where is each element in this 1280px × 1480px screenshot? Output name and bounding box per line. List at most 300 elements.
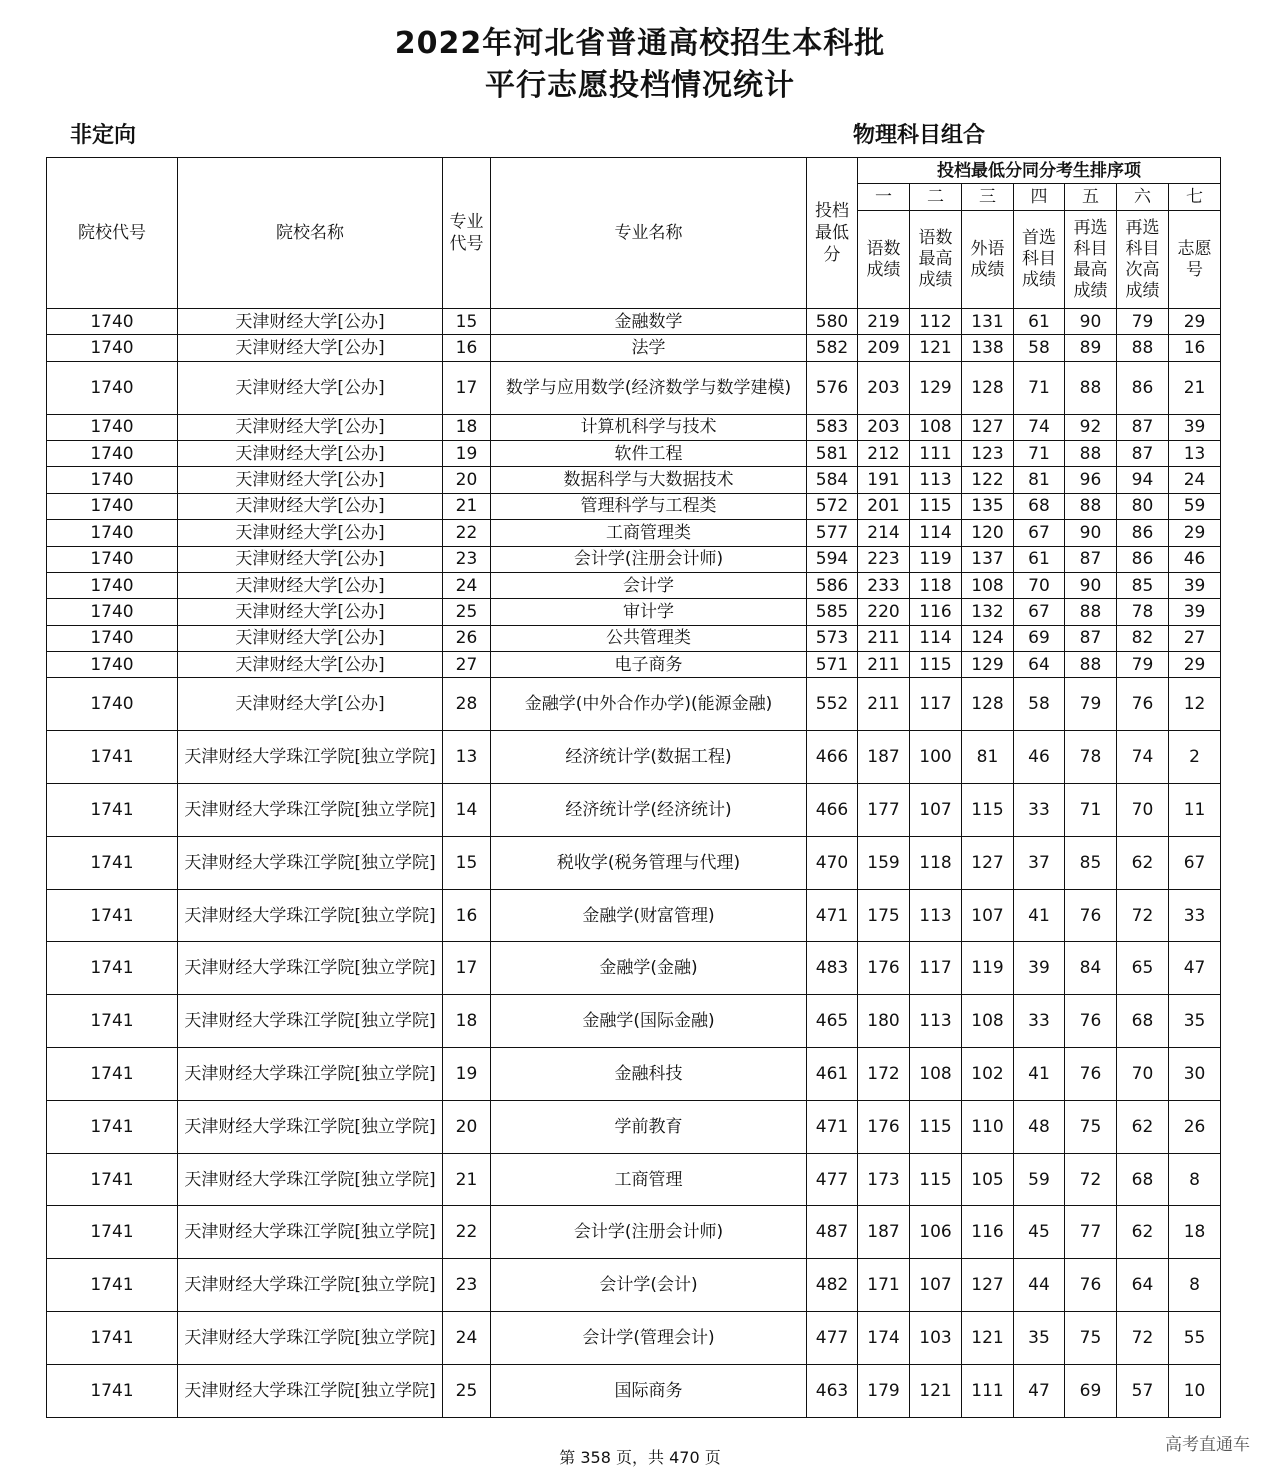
cell-min-score: 572 xyxy=(807,493,858,519)
cell-first-subject: 35 xyxy=(1014,1312,1065,1365)
cell-school-code: 1741 xyxy=(47,889,178,942)
table-row xyxy=(47,731,1221,784)
cell-major-name: 会计学(会计) xyxy=(491,1259,807,1312)
cell-school-code: 1740 xyxy=(47,546,178,572)
table-row xyxy=(47,1206,1221,1259)
cell-elective-max: 88 xyxy=(1065,652,1117,678)
cell-elective-max: 87 xyxy=(1065,625,1117,651)
cell-preference-no: 46 xyxy=(1169,546,1221,572)
cell-preference-no: 21 xyxy=(1169,361,1221,414)
table-row xyxy=(47,652,1221,678)
cell-first-subject: 71 xyxy=(1014,440,1065,466)
cell-major-code: 25 xyxy=(443,1364,491,1417)
cell-major-code: 25 xyxy=(443,599,491,625)
cell-chinese-math-max: 100 xyxy=(910,731,962,784)
cell-first-subject: 67 xyxy=(1014,520,1065,546)
cell-min-score: 471 xyxy=(807,889,858,942)
cell-school-code: 1740 xyxy=(47,335,178,361)
cell-elective-second: 86 xyxy=(1117,546,1169,572)
cell-chinese-math: 179 xyxy=(858,1364,910,1417)
cell-elective-second: 57 xyxy=(1117,1364,1169,1417)
cell-school-name: 天津财经大学珠江学院[独立学院] xyxy=(178,784,443,837)
cell-school-code: 1741 xyxy=(47,1100,178,1153)
cell-elective-second: 79 xyxy=(1117,309,1169,335)
cell-elective-second: 87 xyxy=(1117,440,1169,466)
cell-min-score: 580 xyxy=(807,309,858,335)
cell-major-code: 24 xyxy=(443,1312,491,1365)
cell-chinese-math-max: 114 xyxy=(910,625,962,651)
cell-major-name: 审计学 xyxy=(491,599,807,625)
header-tiebreak-group: 投档最低分同分考生排序项 xyxy=(858,158,1221,184)
cell-elective-second: 82 xyxy=(1117,625,1169,651)
cell-major-name: 金融学(金融) xyxy=(491,942,807,995)
cell-chinese-math-max: 103 xyxy=(910,1312,962,1365)
cell-major-code: 28 xyxy=(443,678,491,731)
cell-elective-second: 68 xyxy=(1117,1153,1169,1206)
header-major-name: 专业名称 xyxy=(491,158,807,309)
cell-foreign-lang: 108 xyxy=(962,572,1014,598)
cell-preference-no: 39 xyxy=(1169,599,1221,625)
cell-preference-no: 16 xyxy=(1169,335,1221,361)
cell-chinese-math-max: 119 xyxy=(910,546,962,572)
cell-school-code: 1740 xyxy=(47,440,178,466)
cell-preference-no: 24 xyxy=(1169,467,1221,493)
cell-major-code: 20 xyxy=(443,1100,491,1153)
cell-foreign-lang: 123 xyxy=(962,440,1014,466)
cell-school-code: 1741 xyxy=(47,1048,178,1101)
cell-foreign-lang: 124 xyxy=(962,625,1014,651)
cell-school-code: 1740 xyxy=(47,652,178,678)
cell-elective-second: 94 xyxy=(1117,467,1169,493)
cell-school-code: 1740 xyxy=(47,625,178,651)
cell-preference-no: 26 xyxy=(1169,1100,1221,1153)
table-row xyxy=(47,1100,1221,1153)
cell-major-name: 数学与应用数学(经济数学与数学建模) xyxy=(491,361,807,414)
header-num-7: 七 xyxy=(1169,184,1221,211)
table-row xyxy=(47,942,1221,995)
table-row xyxy=(47,784,1221,837)
cell-major-name: 经济统计学(数据工程) xyxy=(491,731,807,784)
cell-school-code: 1740 xyxy=(47,520,178,546)
cell-major-code: 21 xyxy=(443,493,491,519)
cell-elective-second: 65 xyxy=(1117,942,1169,995)
cell-major-code: 22 xyxy=(443,1206,491,1259)
cell-first-subject: 68 xyxy=(1014,493,1065,519)
cell-chinese-math-max: 129 xyxy=(910,361,962,414)
cell-elective-second: 79 xyxy=(1117,652,1169,678)
cell-min-score: 465 xyxy=(807,995,858,1048)
header-col-elective-max: 再选科目最高成绩 xyxy=(1065,211,1117,309)
cell-preference-no: 33 xyxy=(1169,889,1221,942)
cell-chinese-math: 175 xyxy=(858,889,910,942)
cell-first-subject: 70 xyxy=(1014,572,1065,598)
cell-elective-max: 76 xyxy=(1065,889,1117,942)
cell-chinese-math: 191 xyxy=(858,467,910,493)
cell-min-score: 463 xyxy=(807,1364,858,1417)
header-col-chinese-math: 语数成绩 xyxy=(858,211,910,309)
cell-foreign-lang: 128 xyxy=(962,361,1014,414)
cell-chinese-math: 212 xyxy=(858,440,910,466)
cell-major-name: 金融数学 xyxy=(491,309,807,335)
cell-elective-max: 90 xyxy=(1065,309,1117,335)
cell-chinese-math-max: 112 xyxy=(910,309,962,335)
cell-major-name: 会计学 xyxy=(491,572,807,598)
cell-first-subject: 64 xyxy=(1014,652,1065,678)
cell-foreign-lang: 138 xyxy=(962,335,1014,361)
cell-school-code: 1741 xyxy=(47,942,178,995)
cell-school-name: 天津财经大学[公办] xyxy=(178,520,443,546)
cell-first-subject: 67 xyxy=(1014,599,1065,625)
cell-elective-second: 62 xyxy=(1117,1100,1169,1153)
cell-elective-second: 85 xyxy=(1117,572,1169,598)
cell-chinese-math-max: 107 xyxy=(910,784,962,837)
cell-preference-no: 35 xyxy=(1169,995,1221,1048)
cell-foreign-lang: 127 xyxy=(962,414,1014,440)
cell-first-subject: 45 xyxy=(1014,1206,1065,1259)
cell-chinese-math-max: 117 xyxy=(910,942,962,995)
cell-major-code: 19 xyxy=(443,1048,491,1101)
cell-major-code: 16 xyxy=(443,335,491,361)
cell-school-code: 1741 xyxy=(47,1259,178,1312)
cell-chinese-math-max: 115 xyxy=(910,1153,962,1206)
cell-preference-no: 11 xyxy=(1169,784,1221,837)
cell-major-name: 金融学(财富管理) xyxy=(491,889,807,942)
cell-major-name: 管理科学与工程类 xyxy=(491,493,807,519)
cell-foreign-lang: 137 xyxy=(962,546,1014,572)
cell-major-code: 27 xyxy=(443,652,491,678)
cell-school-code: 1740 xyxy=(47,414,178,440)
cell-min-score: 576 xyxy=(807,361,858,414)
cell-major-code: 16 xyxy=(443,889,491,942)
cell-preference-no: 8 xyxy=(1169,1153,1221,1206)
header-col-first-subject: 首选科目成绩 xyxy=(1014,211,1065,309)
table-row xyxy=(47,572,1221,598)
cell-chinese-math-max: 118 xyxy=(910,572,962,598)
table-row xyxy=(47,1048,1221,1101)
cell-chinese-math: 220 xyxy=(858,599,910,625)
header-num-6: 六 xyxy=(1117,184,1169,211)
table-row xyxy=(47,1364,1221,1417)
cell-foreign-lang: 127 xyxy=(962,1259,1014,1312)
cell-elective-max: 88 xyxy=(1065,493,1117,519)
cell-preference-no: 27 xyxy=(1169,625,1221,651)
cell-elective-second: 78 xyxy=(1117,599,1169,625)
table-row xyxy=(47,1153,1221,1206)
cell-chinese-math-max: 113 xyxy=(910,467,962,493)
cell-first-subject: 71 xyxy=(1014,361,1065,414)
cell-elective-second: 64 xyxy=(1117,1259,1169,1312)
cell-chinese-math: 223 xyxy=(858,546,910,572)
cell-major-name: 金融学(中外合作办学)(能源金融) xyxy=(491,678,807,731)
cell-min-score: 483 xyxy=(807,942,858,995)
cell-first-subject: 61 xyxy=(1014,546,1065,572)
cell-min-score: 470 xyxy=(807,836,858,889)
header-school-code: 院校代号 xyxy=(47,158,178,309)
cell-elective-second: 72 xyxy=(1117,889,1169,942)
cell-school-code: 1741 xyxy=(47,995,178,1048)
cell-chinese-math-max: 116 xyxy=(910,599,962,625)
cell-elective-second: 70 xyxy=(1117,1048,1169,1101)
table-row xyxy=(47,995,1221,1048)
cell-first-subject: 41 xyxy=(1014,1048,1065,1101)
cell-first-subject: 59 xyxy=(1014,1153,1065,1206)
cell-school-code: 1740 xyxy=(47,599,178,625)
cell-major-name: 经济统计学(经济统计) xyxy=(491,784,807,837)
cell-school-code: 1741 xyxy=(47,1364,178,1417)
cell-school-name: 天津财经大学珠江学院[独立学院] xyxy=(178,995,443,1048)
cell-elective-second: 80 xyxy=(1117,493,1169,519)
cell-elective-max: 72 xyxy=(1065,1153,1117,1206)
cell-major-code: 20 xyxy=(443,467,491,493)
header-num-5: 五 xyxy=(1065,184,1117,211)
cell-school-code: 1741 xyxy=(47,1153,178,1206)
cell-school-name: 天津财经大学珠江学院[独立学院] xyxy=(178,1312,443,1365)
cell-school-name: 天津财经大学珠江学院[独立学院] xyxy=(178,942,443,995)
cell-chinese-math-max: 111 xyxy=(910,440,962,466)
table-row xyxy=(47,335,1221,361)
cell-school-code: 1741 xyxy=(47,1206,178,1259)
table-row xyxy=(47,309,1221,335)
cell-major-code: 15 xyxy=(443,309,491,335)
cell-foreign-lang: 115 xyxy=(962,784,1014,837)
cell-preference-no: 30 xyxy=(1169,1048,1221,1101)
cell-foreign-lang: 131 xyxy=(962,309,1014,335)
cell-min-score: 577 xyxy=(807,520,858,546)
cell-chinese-math: 180 xyxy=(858,995,910,1048)
cell-school-name: 天津财经大学[公办] xyxy=(178,625,443,651)
cell-elective-max: 88 xyxy=(1065,440,1117,466)
cell-foreign-lang: 122 xyxy=(962,467,1014,493)
cell-school-code: 1740 xyxy=(47,493,178,519)
cell-major-code: 14 xyxy=(443,784,491,837)
cell-elective-max: 92 xyxy=(1065,414,1117,440)
cell-first-subject: 81 xyxy=(1014,467,1065,493)
cell-major-name: 工商管理 xyxy=(491,1153,807,1206)
cell-foreign-lang: 128 xyxy=(962,678,1014,731)
cell-elective-second: 72 xyxy=(1117,1312,1169,1365)
cell-major-code: 18 xyxy=(443,414,491,440)
cell-major-name: 电子商务 xyxy=(491,652,807,678)
cell-preference-no: 67 xyxy=(1169,836,1221,889)
cell-major-name: 金融学(国际金融) xyxy=(491,995,807,1048)
cell-chinese-math-max: 113 xyxy=(910,889,962,942)
cell-chinese-math-max: 113 xyxy=(910,995,962,1048)
cell-school-name: 天津财经大学珠江学院[独立学院] xyxy=(178,1153,443,1206)
cell-preference-no: 2 xyxy=(1169,731,1221,784)
table-row xyxy=(47,678,1221,731)
cell-foreign-lang: 121 xyxy=(962,1312,1014,1365)
cell-chinese-math-max: 115 xyxy=(910,1100,962,1153)
cell-min-score: 482 xyxy=(807,1259,858,1312)
cell-min-score: 487 xyxy=(807,1206,858,1259)
cell-chinese-math-max: 114 xyxy=(910,520,962,546)
cell-elective-second: 68 xyxy=(1117,995,1169,1048)
cell-major-code: 23 xyxy=(443,546,491,572)
subtitle-right: 物理科目组合 xyxy=(853,123,986,148)
cell-chinese-math: 174 xyxy=(858,1312,910,1365)
cell-chinese-math: 203 xyxy=(858,414,910,440)
cell-min-score: 461 xyxy=(807,1048,858,1101)
cell-preference-no: 13 xyxy=(1169,440,1221,466)
cell-first-subject: 39 xyxy=(1014,942,1065,995)
cell-major-code: 24 xyxy=(443,572,491,598)
cell-elective-max: 78 xyxy=(1065,731,1117,784)
cell-school-name: 天津财经大学[公办] xyxy=(178,493,443,519)
page-footer: 第 358 页，共 470 页 xyxy=(559,1448,721,1467)
cell-chinese-math-max: 118 xyxy=(910,836,962,889)
cell-chinese-math-max: 108 xyxy=(910,414,962,440)
cell-major-code: 26 xyxy=(443,625,491,651)
cell-min-score: 466 xyxy=(807,784,858,837)
cell-elective-second: 76 xyxy=(1117,678,1169,731)
cell-school-name: 天津财经大学[公办] xyxy=(178,414,443,440)
cell-foreign-lang: 120 xyxy=(962,520,1014,546)
cell-elective-max: 88 xyxy=(1065,599,1117,625)
cell-major-code: 17 xyxy=(443,361,491,414)
cell-chinese-math: 203 xyxy=(858,361,910,414)
cell-min-score: 581 xyxy=(807,440,858,466)
table-row xyxy=(47,414,1221,440)
cell-min-score: 552 xyxy=(807,678,858,731)
cell-chinese-math-max: 108 xyxy=(910,1048,962,1101)
header-num-4: 四 xyxy=(1014,184,1065,211)
table-body xyxy=(47,309,1221,1418)
cell-elective-max: 84 xyxy=(1065,942,1117,995)
header-col-foreign-lang: 外语成绩 xyxy=(962,211,1014,309)
cell-foreign-lang: 116 xyxy=(962,1206,1014,1259)
cell-chinese-math-max: 115 xyxy=(910,652,962,678)
watermark: 高考直通车 xyxy=(1165,1435,1250,1455)
table-row xyxy=(47,836,1221,889)
cell-chinese-math-max: 117 xyxy=(910,678,962,731)
cell-major-name: 国际商务 xyxy=(491,1364,807,1417)
table-row xyxy=(47,1312,1221,1365)
cell-chinese-math: 173 xyxy=(858,1153,910,1206)
cell-chinese-math: 177 xyxy=(858,784,910,837)
cell-chinese-math: 219 xyxy=(858,309,910,335)
cell-elective-max: 75 xyxy=(1065,1100,1117,1153)
cell-foreign-lang: 108 xyxy=(962,995,1014,1048)
cell-preference-no: 10 xyxy=(1169,1364,1221,1417)
cell-foreign-lang: 81 xyxy=(962,731,1014,784)
cell-min-score: 586 xyxy=(807,572,858,598)
cell-min-score: 594 xyxy=(807,546,858,572)
cell-school-name: 天津财经大学[公办] xyxy=(178,467,443,493)
cell-preference-no: 12 xyxy=(1169,678,1221,731)
cell-school-code: 1741 xyxy=(47,784,178,837)
cell-min-score: 573 xyxy=(807,625,858,651)
cell-school-code: 1740 xyxy=(47,361,178,414)
cell-chinese-math: 172 xyxy=(858,1048,910,1101)
cell-foreign-lang: 102 xyxy=(962,1048,1014,1101)
cell-major-name: 金融科技 xyxy=(491,1048,807,1101)
cell-school-code: 1740 xyxy=(47,309,178,335)
table-row xyxy=(47,493,1221,519)
cell-first-subject: 74 xyxy=(1014,414,1065,440)
cell-elective-second: 62 xyxy=(1117,1206,1169,1259)
cell-elective-max: 76 xyxy=(1065,995,1117,1048)
cell-chinese-math: 159 xyxy=(858,836,910,889)
table-row xyxy=(47,361,1221,414)
cell-elective-max: 77 xyxy=(1065,1206,1117,1259)
cell-major-code: 18 xyxy=(443,995,491,1048)
table-row xyxy=(47,546,1221,572)
cell-school-name: 天津财经大学[公办] xyxy=(178,440,443,466)
header-num-2: 二 xyxy=(910,184,962,211)
cell-first-subject: 47 xyxy=(1014,1364,1065,1417)
cell-chinese-math: 176 xyxy=(858,942,910,995)
cell-elective-max: 96 xyxy=(1065,467,1117,493)
header-num-3: 三 xyxy=(962,184,1014,211)
cell-chinese-math: 211 xyxy=(858,625,910,651)
cell-elective-second: 70 xyxy=(1117,784,1169,837)
document-title-line1: 2022年河北省普通高校招生本科批 xyxy=(394,26,886,61)
table-row xyxy=(47,520,1221,546)
cell-elective-max: 71 xyxy=(1065,784,1117,837)
cell-elective-max: 90 xyxy=(1065,520,1117,546)
cell-first-subject: 37 xyxy=(1014,836,1065,889)
admission-table xyxy=(46,157,1221,1418)
cell-elective-max: 87 xyxy=(1065,546,1117,572)
cell-chinese-math-max: 107 xyxy=(910,1259,962,1312)
cell-major-name: 计算机科学与技术 xyxy=(491,414,807,440)
cell-elective-max: 76 xyxy=(1065,1048,1117,1101)
cell-chinese-math-max: 121 xyxy=(910,335,962,361)
cell-first-subject: 44 xyxy=(1014,1259,1065,1312)
cell-foreign-lang: 132 xyxy=(962,599,1014,625)
cell-chinese-math: 209 xyxy=(858,335,910,361)
cell-major-name: 会计学(管理会计) xyxy=(491,1312,807,1365)
cell-school-name: 天津财经大学珠江学院[独立学院] xyxy=(178,889,443,942)
cell-major-name: 法学 xyxy=(491,335,807,361)
cell-first-subject: 61 xyxy=(1014,309,1065,335)
cell-chinese-math-max: 106 xyxy=(910,1206,962,1259)
cell-min-score: 471 xyxy=(807,1100,858,1153)
cell-major-name: 会计学(注册会计师) xyxy=(491,1206,807,1259)
cell-preference-no: 8 xyxy=(1169,1259,1221,1312)
cell-elective-second: 74 xyxy=(1117,731,1169,784)
cell-major-name: 公共管理类 xyxy=(491,625,807,651)
cell-preference-no: 39 xyxy=(1169,572,1221,598)
cell-chinese-math: 233 xyxy=(858,572,910,598)
cell-chinese-math-max: 121 xyxy=(910,1364,962,1417)
cell-school-name: 天津财经大学[公办] xyxy=(178,309,443,335)
cell-elective-second: 62 xyxy=(1117,836,1169,889)
cell-school-name: 天津财经大学珠江学院[独立学院] xyxy=(178,1259,443,1312)
cell-first-subject: 58 xyxy=(1014,335,1065,361)
cell-school-name: 天津财经大学[公办] xyxy=(178,599,443,625)
cell-chinese-math: 214 xyxy=(858,520,910,546)
cell-foreign-lang: 119 xyxy=(962,942,1014,995)
cell-major-name: 软件工程 xyxy=(491,440,807,466)
cell-major-name: 工商管理类 xyxy=(491,520,807,546)
cell-school-name: 天津财经大学[公办] xyxy=(178,335,443,361)
cell-preference-no: 18 xyxy=(1169,1206,1221,1259)
table-row xyxy=(47,599,1221,625)
cell-school-name: 天津财经大学[公办] xyxy=(178,361,443,414)
cell-chinese-math: 176 xyxy=(858,1100,910,1153)
cell-elective-max: 79 xyxy=(1065,678,1117,731)
table-row xyxy=(47,467,1221,493)
cell-preference-no: 29 xyxy=(1169,652,1221,678)
cell-foreign-lang: 111 xyxy=(962,1364,1014,1417)
header-major-code: 专业代号 xyxy=(443,158,491,309)
cell-min-score: 582 xyxy=(807,335,858,361)
cell-major-code: 13 xyxy=(443,731,491,784)
cell-elective-max: 88 xyxy=(1065,361,1117,414)
cell-major-name: 学前教育 xyxy=(491,1100,807,1153)
table-row xyxy=(47,1259,1221,1312)
